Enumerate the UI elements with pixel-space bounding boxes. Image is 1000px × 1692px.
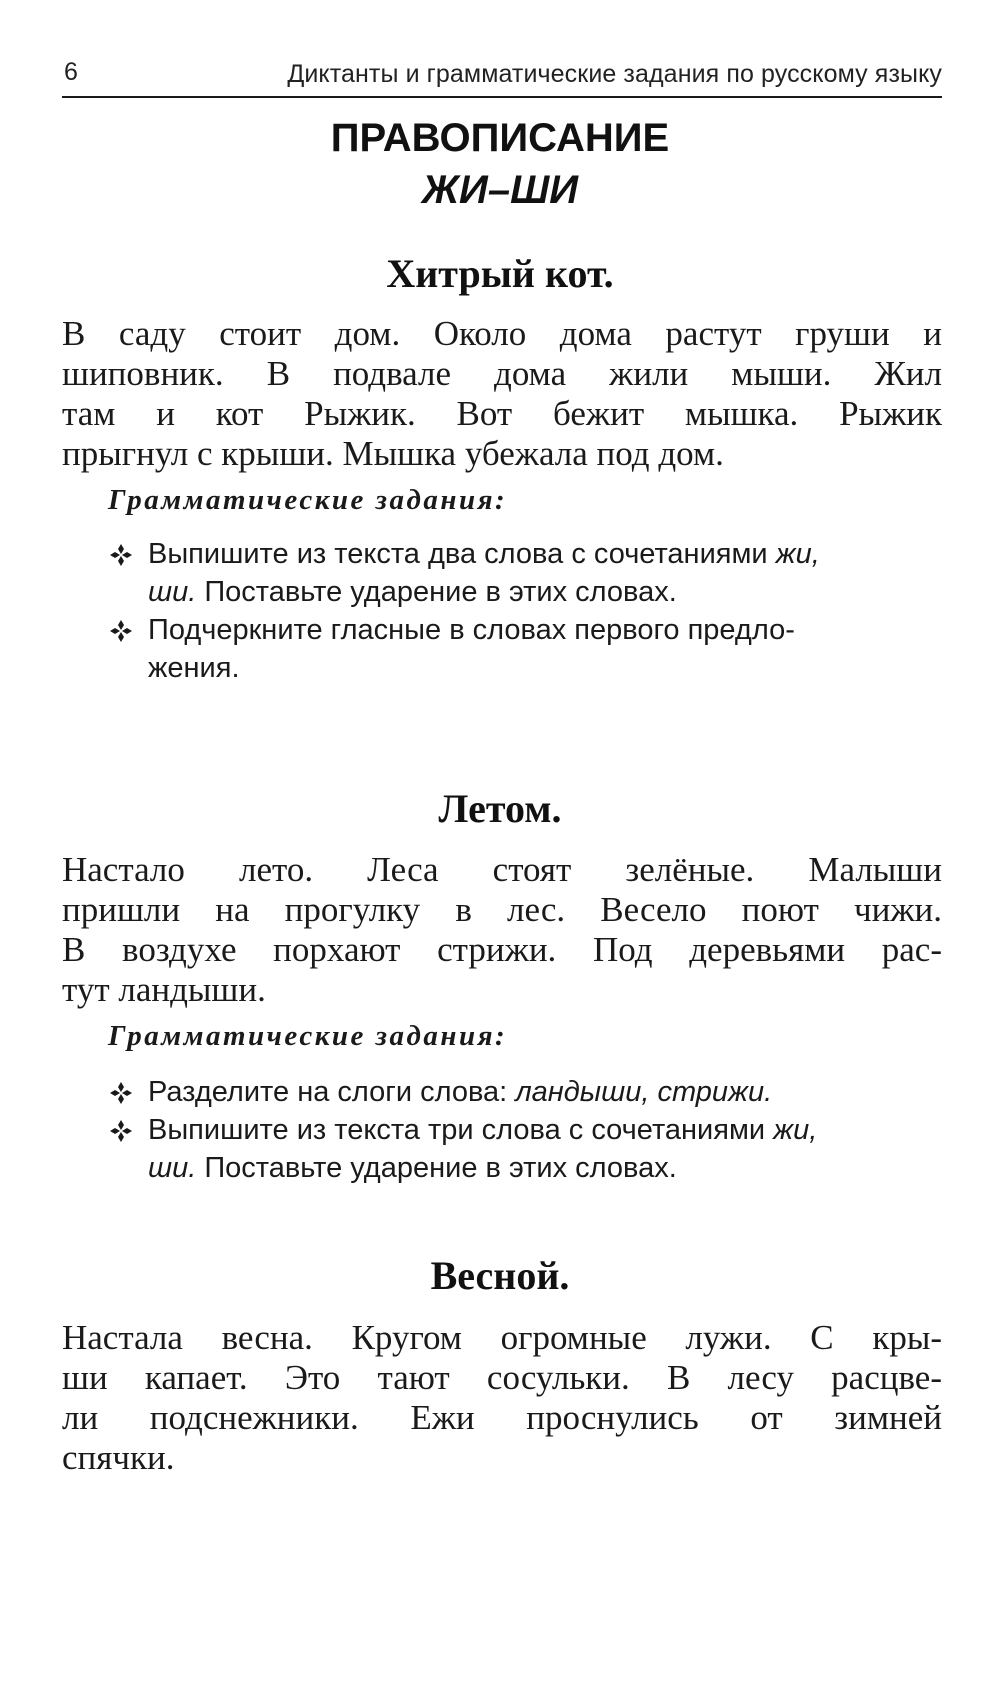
task-emphasis: жи,: [773, 1114, 818, 1146]
story-line: пришли на прогулку в лес. Весело поют чижи.: [62, 890, 942, 929]
task-item: [108, 1073, 944, 1111]
story-line: спячки.: [62, 1438, 175, 1477]
task-emphasis: жи,: [775, 538, 820, 570]
running-header: [62, 56, 942, 98]
task-emphasis: ландыши, стрижи.: [515, 1076, 773, 1108]
story-line: Настало лето. Леса стоят зелёные. Малыши: [62, 850, 942, 889]
story-title: Летом.: [438, 786, 562, 831]
story-line: В саду стоит дом. Около дома растут груши и: [62, 314, 942, 353]
story-title: Весной.: [430, 1253, 570, 1298]
section-title: [0, 112, 1000, 216]
four-diamond-bullet-icon: [108, 1081, 134, 1105]
task-list: [108, 1073, 944, 1187]
story-line: ли подснежники. Ежи проснулись от зимней: [62, 1398, 942, 1437]
task-text: Разделите на слоги слова:: [148, 1076, 516, 1108]
story-line: В воздухе порхают стрижи. Под деревьями рас-: [62, 930, 942, 969]
four-diamond-bullet-icon: [108, 619, 134, 643]
task-text: Выпишите из текста два слова с сочетаниями: [148, 538, 776, 570]
section-title-line1: ПРАВОПИСАНИЕ: [330, 116, 670, 160]
four-diamond-bullet-icon: [108, 543, 134, 567]
story-title: Хитрый кот.: [386, 251, 614, 296]
task-list: [108, 535, 944, 687]
story-text: [62, 314, 942, 474]
tasks-heading: Грамматические задания:: [108, 1020, 508, 1052]
page-number: 6: [64, 58, 78, 86]
story-line: Настала весна. Кругом огромные лужи. С кры-: [62, 1318, 942, 1357]
story-line: шиповник. В подвале дома жили мыши. Жил: [62, 354, 942, 393]
story-line: тут ландыши.: [62, 970, 266, 1009]
story-line: ши капает. Это тают сосульки. В лесу расцве-: [62, 1358, 942, 1397]
story-text: [62, 1318, 942, 1478]
story-line: там и кот Рыжик. Вот бежит мышка. Рыжик: [62, 394, 942, 433]
task-item: [108, 535, 944, 611]
task-item: [108, 1111, 944, 1187]
task-text: Поставьте ударение в этих словах.: [196, 576, 677, 608]
task-emphasis: ши.: [148, 576, 197, 608]
task-text: Подчеркните гласные в словах первого предло-: [148, 614, 795, 646]
story-text: [62, 850, 942, 1010]
tasks-heading: Грамматические задания:: [108, 484, 508, 516]
task-emphasis: ши.: [148, 1152, 197, 1184]
story-line: прыгнул с крыши. Мышка убежала под дом.: [62, 434, 724, 473]
task-text: Поставьте ударение в этих словах.: [196, 1152, 677, 1184]
book-title: Диктанты и грамматические задания по русскому языку: [287, 60, 942, 88]
task-text: жения.: [148, 652, 240, 684]
four-diamond-bullet-icon: [108, 1119, 134, 1143]
section-title-line2: ЖИ–ШИ: [421, 168, 579, 212]
task-item: [108, 611, 944, 687]
task-text: Выпишите из текста три слова с сочетаниями: [148, 1114, 774, 1146]
